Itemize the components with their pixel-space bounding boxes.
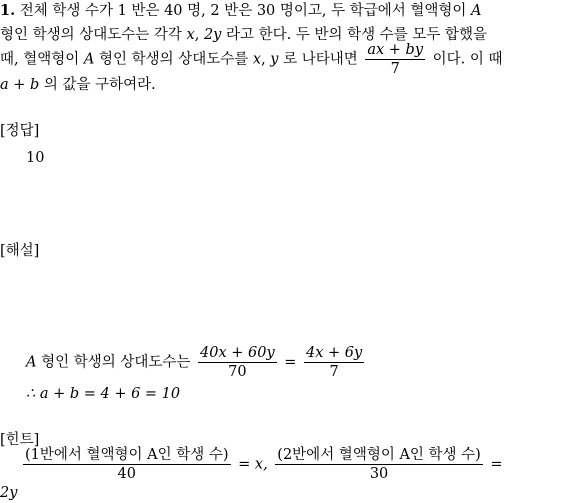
sep: , <box>194 27 204 43</box>
hint-end: = <box>485 456 503 473</box>
var-2y: 2y <box>203 27 222 43</box>
problem-text-1: 전체 학생 수가 1 반은 40 명, 2 반은 30 명이고, 두 학급에서 혈액형이 <box>19 3 472 19</box>
fraction-denominator: 30 <box>369 466 389 482</box>
problem-number: 1. <box>0 2 16 19</box>
hint-line-1 <box>20 447 503 482</box>
problem-text-2a: 형인 학생의 상대도수는 각각 <box>0 27 187 43</box>
problem-text-3d: 이다. 이 때 <box>428 51 503 68</box>
problem-text-3c: 로 나타내면 <box>278 51 363 68</box>
explanation-label: [해설] <box>0 243 40 259</box>
explanation-line-1 <box>26 345 367 380</box>
var-A: A <box>26 354 37 371</box>
equals: = <box>279 354 302 371</box>
fraction-denominator: 70 <box>228 364 247 380</box>
fraction-denominator: 7 <box>390 61 400 77</box>
fraction-numerator: 40x + 60y <box>200 345 275 361</box>
var-x: x <box>252 51 262 68</box>
sep: , <box>261 51 271 68</box>
problem-text-2b: 라고 한다. 두 반의 학생 수를 모두 합했을 <box>221 27 487 43</box>
var-y: y <box>270 51 279 68</box>
problem-text-3b: 형인 학생의 상대도수를 <box>94 51 253 68</box>
var-A: A <box>471 3 482 19</box>
problem-line-1 <box>0 2 482 20</box>
var-A: A <box>83 51 95 68</box>
fraction <box>275 447 483 482</box>
hint-mid: = x, <box>233 456 273 473</box>
fraction-denominator: 7 <box>329 364 339 380</box>
explanation-text: 형인 학생의 상대도수는 <box>36 354 195 371</box>
fraction-numerator: (2반에서 혈액형이 A인 학생 수) <box>277 447 481 463</box>
problem-line-4 <box>0 76 156 94</box>
hint-label: [힌트] <box>0 432 40 448</box>
fraction-numerator: 4x + 6y <box>306 345 363 361</box>
fraction <box>198 345 277 380</box>
fraction <box>304 345 364 380</box>
fraction <box>23 447 231 482</box>
expr-a-plus-b: a + b <box>0 77 40 93</box>
var-x: x <box>186 27 195 43</box>
fraction <box>365 42 425 77</box>
hint-wrap: 2y <box>0 485 18 501</box>
problem-text-4: 의 값을 구하여라. <box>39 77 156 93</box>
fraction-numerator: (1반에서 혈액형이 A인 학생 수) <box>25 447 229 463</box>
fraction-denominator: 40 <box>117 466 136 482</box>
answer-label: [정답] <box>0 123 40 139</box>
explanation-line-2: ∴ a + b = 4 + 6 = 10 <box>26 386 181 402</box>
answer-value: 10 <box>26 150 45 166</box>
problem-text-3a: 때, 혈액형이 <box>0 51 84 68</box>
problem-line-3 <box>0 42 503 77</box>
fraction-numerator: ax + by <box>367 42 424 58</box>
